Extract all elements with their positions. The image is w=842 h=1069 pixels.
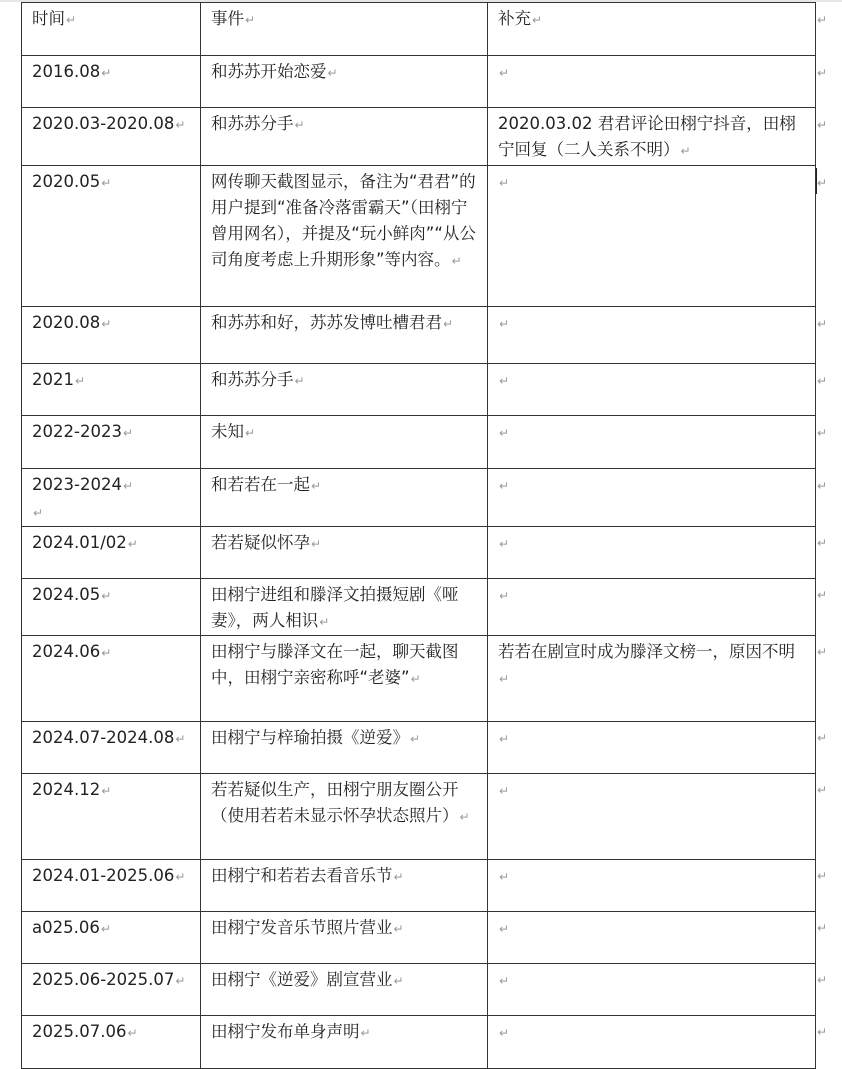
paragraph-mark-icon: ↵: [499, 374, 510, 388]
paragraph-mark-icon: ↵: [499, 317, 510, 331]
row-end-mark-icon: ↵: [817, 13, 828, 27]
row-end-mark-icon: ↵: [817, 921, 828, 935]
table-row: [22, 166, 816, 307]
paragraph-mark-icon: ↵: [101, 66, 112, 80]
event-cell-text: 和若若在一起: [211, 475, 310, 494]
paragraph-mark-icon: ↵: [360, 1026, 371, 1040]
event-cell-text: 和苏苏分手: [211, 114, 294, 133]
event-cell-text: 和苏苏开始恋爱: [211, 62, 327, 81]
time-cell[interactable]: [22, 416, 201, 469]
time-header-text: 时间: [32, 9, 65, 28]
time-cell[interactable]: [22, 56, 201, 108]
note-cell[interactable]: [488, 636, 816, 722]
time-cell-text: 2020.05: [32, 172, 101, 191]
row-end-mark-icon: ↵: [817, 973, 828, 987]
paragraph-mark-icon: ↵: [100, 922, 111, 936]
event-cell-text: 网传聊天截图显示，备注为“君君”的用户提到“准备冷落雷霸天”（田栩宁曾用网名），并提及“玩小鲜肉”“从公司角度考虑上升期形象”等内容。: [211, 172, 476, 269]
time-cell-text: 2016.08: [32, 62, 101, 81]
event-cell-text: 田栩宁与梓瑜拍摄《逆爱》: [211, 728, 409, 747]
time-cell-text: 2021: [32, 370, 74, 389]
paragraph-mark-icon: ↵: [680, 144, 691, 158]
paragraph-mark-icon: ↵: [101, 784, 112, 798]
table-row: [22, 636, 816, 722]
event-cell[interactable]: [201, 527, 488, 579]
event-cell[interactable]: [201, 1016, 488, 1069]
event-cell[interactable]: [201, 469, 488, 527]
paragraph-mark-icon: ↵: [410, 732, 421, 746]
paragraph-mark-icon: ↵: [101, 176, 112, 190]
time-cell[interactable]: [22, 722, 201, 774]
time-cell-text: 2024.07-2024.08: [32, 728, 175, 747]
event-cell[interactable]: [201, 774, 488, 860]
paragraph-mark-icon: ↵: [499, 1026, 510, 1040]
paragraph-mark-icon: ↵: [327, 66, 338, 80]
paragraph-mark-icon: ↵: [66, 13, 77, 27]
paragraph-mark-icon: ↵: [101, 646, 112, 660]
event-cell-text: 未知: [211, 422, 244, 441]
event-cell[interactable]: [201, 416, 488, 469]
time-cell-text: 2025.06-2025.07: [32, 970, 175, 989]
time-cell-text: 2025.07.06: [32, 1022, 127, 1041]
paragraph-mark-icon: ↵: [101, 317, 112, 331]
table-row: [22, 56, 816, 108]
time-cell-text: 2024.01/02: [32, 533, 127, 552]
note-cell[interactable]: [488, 527, 816, 579]
paragraph-mark-icon: ↵: [499, 426, 510, 440]
time-cell[interactable]: [22, 774, 201, 860]
note-cell[interactable]: [488, 307, 816, 364]
row-end-mark-icon: ↵: [817, 176, 828, 190]
row-end-mark-icon: ↵: [817, 536, 828, 550]
row-end-mark-icon: ↵: [817, 1025, 828, 1039]
note-header[interactable]: [488, 3, 816, 56]
row-end-mark-icon: ↵: [817, 66, 828, 80]
table-row: [22, 364, 816, 416]
event-cell[interactable]: [201, 964, 488, 1016]
time-cell-text: 2024.05: [32, 585, 101, 604]
table-row: [22, 108, 816, 166]
paragraph-mark-icon: ↵: [127, 1026, 138, 1040]
row-end-mark-icon: ↵: [817, 426, 828, 440]
time-cell[interactable]: [22, 469, 201, 527]
event-cell[interactable]: [201, 860, 488, 912]
event-cell-text: 和苏苏和好，苏苏发博吐槽君君: [211, 313, 442, 332]
table-row: [22, 527, 816, 579]
paragraph-mark-icon: ↵: [311, 479, 322, 493]
table-row: [22, 860, 816, 912]
paragraph-mark-icon: ↵: [393, 974, 404, 988]
paragraph-mark-icon: ↵: [245, 13, 256, 27]
table-row: [22, 964, 816, 1016]
note-cell[interactable]: [488, 469, 816, 527]
time-cell[interactable]: [22, 108, 201, 166]
row-end-mark-icon: ↵: [817, 645, 828, 659]
note-cell[interactable]: [488, 912, 816, 964]
paragraph-mark-icon: ↵: [311, 537, 322, 551]
time-cell-text: 2020.08: [32, 313, 101, 332]
paragraph-mark-icon: ↵: [101, 589, 112, 603]
note-cell[interactable]: [488, 579, 816, 636]
row-end-mark-icon: ↵: [817, 317, 828, 331]
note-cell[interactable]: [488, 416, 816, 469]
table-row: [22, 579, 816, 636]
paragraph-mark-icon: ↵: [459, 810, 470, 824]
paragraph-mark-icon: ↵: [319, 615, 330, 629]
time-cell[interactable]: [22, 166, 201, 307]
event-cell[interactable]: [201, 56, 488, 108]
table-row: [22, 1016, 816, 1069]
paragraph-mark-icon: ↵: [499, 176, 510, 190]
paragraph-mark-icon: ↵: [122, 479, 133, 493]
table-row: [22, 912, 816, 964]
event-cell[interactable]: [201, 636, 488, 722]
paragraph-mark-icon: ↵: [451, 254, 462, 268]
paragraph-mark-icon: ↵: [499, 537, 510, 551]
paragraph-mark-icon: ↵: [410, 672, 421, 686]
paragraph-mark-icon: ↵: [75, 374, 86, 388]
note-header-text: 补充: [498, 9, 531, 28]
event-cell[interactable]: [201, 108, 488, 166]
note-cell[interactable]: [488, 364, 816, 416]
paragraph-mark-icon: ↵: [499, 732, 510, 746]
event-cell[interactable]: [201, 166, 488, 307]
time-cell[interactable]: [22, 1016, 201, 1069]
note-cell[interactable]: [488, 722, 816, 774]
paragraph-mark-icon: ↵: [175, 732, 186, 746]
paragraph-mark-icon: ↵: [532, 13, 543, 27]
row-end-mark-icon: ↵: [817, 374, 828, 388]
table-row: [22, 774, 816, 860]
event-cell-text: 田栩宁进组和滕泽文拍摄短剧《哑妻》，两人相识: [211, 585, 459, 630]
event-cell[interactable]: [201, 912, 488, 964]
time-cell[interactable]: [22, 307, 201, 364]
note-cell-text: 2020.03.02 君君评论田栩宁抖音，田栩宁回复（二人关系不明）: [498, 114, 796, 159]
paragraph-mark-icon: ↵: [499, 66, 510, 80]
paragraph-mark-icon: ↵: [499, 479, 510, 493]
event-cell-text: 田栩宁《逆爱》剧宣营业: [211, 970, 393, 989]
paragraph-mark-icon: ↵: [294, 374, 305, 388]
time-cell[interactable]: [22, 636, 201, 722]
table-header-row: [22, 3, 816, 56]
row-end-mark-icon: ↵: [817, 731, 828, 745]
paragraph-mark-icon: ↵: [122, 426, 133, 440]
note-cell[interactable]: [488, 964, 816, 1016]
event-header-text: 事件: [211, 9, 244, 28]
paragraph-mark-icon: ↵: [393, 870, 404, 884]
paragraph-mark-icon: ↵: [499, 922, 510, 936]
row-end-mark-icon: ↵: [817, 869, 828, 883]
time-cell-text: a025.06: [32, 918, 100, 937]
time-cell[interactable]: [22, 860, 201, 912]
event-cell[interactable]: [201, 307, 488, 364]
time-cell-text: 2024.06: [32, 642, 101, 661]
time-cell[interactable]: [22, 964, 201, 1016]
time-cell[interactable]: [22, 364, 201, 416]
event-header[interactable]: [201, 3, 488, 56]
paragraph-mark-icon: ↵: [499, 589, 510, 603]
paragraph-mark-icon: ↵: [499, 784, 510, 798]
row-end-mark-icon: ↵: [817, 118, 828, 132]
event-cell-text: 和苏苏分手: [211, 370, 294, 389]
event-cell-text: 田栩宁与滕泽文在一起，聊天截图中，田栩宁亲密称呼“老婆”: [211, 642, 459, 687]
timeline-table[interactable]: [21, 2, 816, 1069]
note-cell-text: 若若在剧宣时成为滕泽文榜一，原因不明: [498, 642, 795, 661]
table-row: [22, 722, 816, 774]
paragraph-mark-icon: ↵: [499, 974, 510, 988]
time-cell[interactable]: [22, 579, 201, 636]
row-end-mark-icon: ↵: [817, 783, 828, 797]
event-cell[interactable]: [201, 722, 488, 774]
event-cell[interactable]: [201, 364, 488, 416]
time-cell-text: 2024.01-2025.06: [32, 866, 175, 885]
time-cell-text: 2020.03-2020.08: [32, 114, 175, 133]
event-cell-text: 若若疑似生产，田栩宁朋友圈公开（使用若若未显示怀孕状态照片）: [211, 780, 459, 825]
note-cell[interactable]: [488, 774, 816, 860]
paragraph-mark-icon: ↵: [175, 118, 186, 132]
paragraph-mark-icon: ↵: [127, 537, 138, 551]
time-cell[interactable]: [22, 527, 201, 579]
time-cell-text: 2022-2023: [32, 422, 122, 441]
time-header[interactable]: [22, 3, 201, 56]
paragraph-mark-icon: ↵: [499, 870, 510, 884]
row-end-mark-icon: ↵: [817, 588, 828, 602]
paragraph-mark-icon: ↵: [33, 506, 44, 520]
note-cell[interactable]: [488, 108, 816, 166]
event-cell-text: 田栩宁发布单身声明: [211, 1022, 360, 1041]
note-cell[interactable]: [488, 860, 816, 912]
paragraph-mark-icon: ↵: [175, 974, 186, 988]
table-row: [22, 416, 816, 469]
time-cell[interactable]: [22, 912, 201, 964]
table-row: [22, 307, 816, 364]
event-cell-text: 田栩宁和若若去看音乐节: [211, 866, 393, 885]
event-cell-text: 若若疑似怀孕: [211, 533, 310, 552]
row-end-mark-icon: ↵: [817, 479, 828, 493]
time-cell-text: 2023-2024: [32, 475, 122, 494]
paragraph-mark-icon: ↵: [294, 118, 305, 132]
paragraph-mark-icon: ↵: [499, 672, 510, 686]
note-cell[interactable]: [488, 166, 816, 307]
table-row: [22, 469, 816, 527]
event-cell[interactable]: [201, 579, 488, 636]
note-cell[interactable]: [488, 56, 816, 108]
paragraph-mark-icon: ↵: [245, 426, 256, 440]
paragraph-mark-icon: ↵: [175, 870, 186, 884]
event-cell-text: 田栩宁发音乐节照片营业: [211, 918, 393, 937]
note-cell[interactable]: [488, 1016, 816, 1069]
paragraph-mark-icon: ↵: [393, 922, 404, 936]
paragraph-mark-icon: ↵: [443, 317, 454, 331]
time-cell-text: 2024.12: [32, 780, 101, 799]
